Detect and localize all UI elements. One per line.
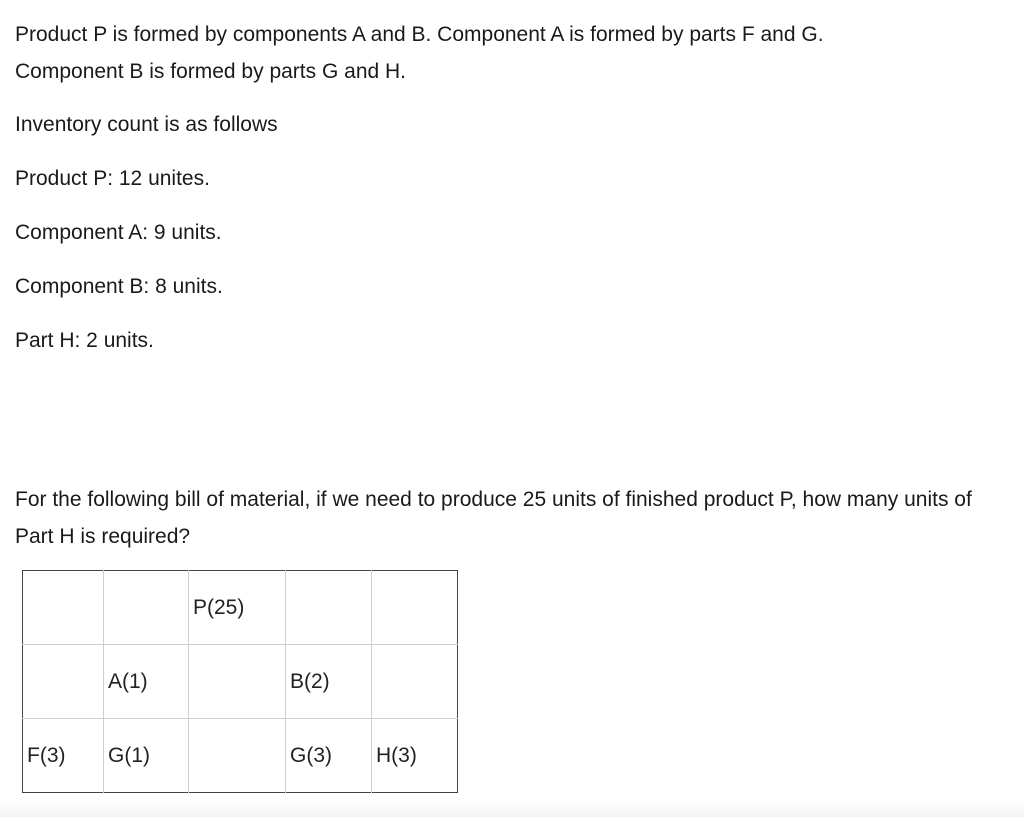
table-cell: [104, 571, 189, 645]
table-row: [23, 719, 458, 793]
inventory-item-product-p: Product P: 12 unites.: [15, 167, 210, 190]
inventory-item-part-h: Part H: 2 units.: [15, 329, 154, 352]
table-cell-p: P(25): [189, 571, 286, 645]
table-cell: [189, 719, 286, 793]
table-cell: [372, 645, 458, 719]
inventory-heading: Inventory count is as follows: [15, 113, 278, 136]
inventory-item-component-a: Component A: 9 units.: [15, 221, 222, 244]
table-cell-f: F(3): [23, 719, 104, 793]
bottom-edge-shade: [0, 800, 1024, 817]
question-text: For the following bill of material, if we need to produce 25 units of finished product P, how many units of Part H is required?: [15, 488, 972, 548]
table-cell: [372, 571, 458, 645]
table-cell-g-under-b: G(3): [286, 719, 372, 793]
table-cell: [23, 645, 104, 719]
table-cell: [23, 571, 104, 645]
inventory-item-component-b: Component B: 8 units.: [15, 275, 223, 298]
table-row: [23, 571, 458, 645]
table-cell-g-under-a: G(1): [104, 719, 189, 793]
problem-intro: Product P is formed by components A and B. Component A is formed by parts F and G. Component B is formed by parts G and H.: [15, 23, 824, 83]
table-cell: [189, 645, 286, 719]
table-cell-a: A(1): [104, 645, 189, 719]
table-cell-b: B(2): [286, 645, 372, 719]
table-cell: [286, 571, 372, 645]
table-cell-h: H(3): [372, 719, 458, 793]
bill-of-material-table: [22, 570, 458, 793]
table-row: [23, 645, 458, 719]
